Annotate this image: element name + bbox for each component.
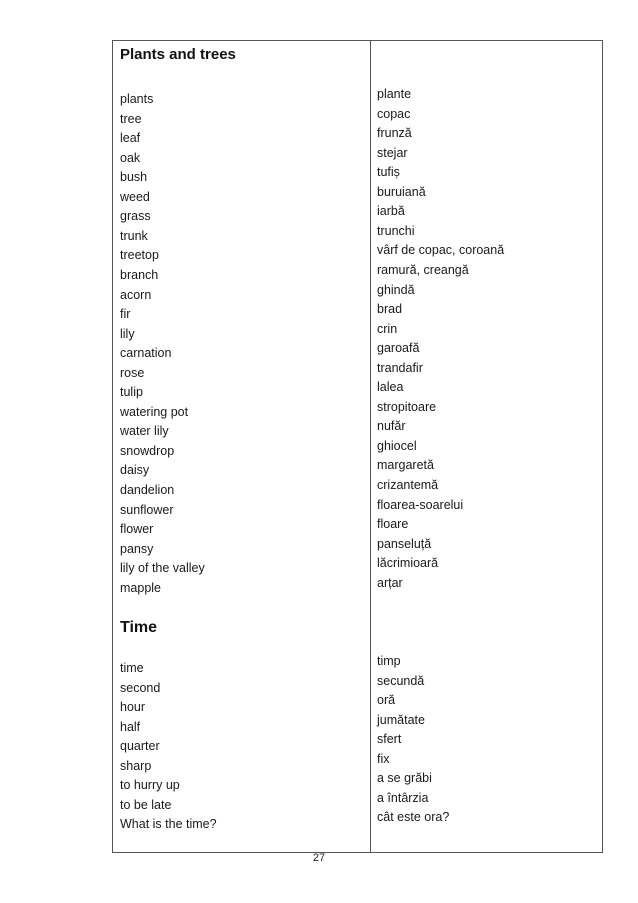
plants-english-word-5: weed [120, 189, 150, 204]
plants-english-word-22: flower [120, 522, 154, 537]
plants-english-word-15: tulip [120, 385, 143, 400]
plants-romanian-word-22: floare [377, 517, 409, 532]
plants-romanian-word-16: stropitoare [377, 399, 437, 414]
plants-romanian-word-5: buruiană [377, 184, 426, 199]
time-romanian-word-5: fix [377, 751, 390, 766]
plants-romanian-word-1: copac [377, 106, 411, 121]
plants-romanian-word-2: frunză [377, 126, 412, 141]
plants-romanian-word-9: ramură, creangă [377, 262, 469, 277]
time-romanian-word-4: sfert [377, 732, 402, 746]
plants-english-word-21: sunflower [120, 502, 174, 517]
time-english-word-6: to hurry up [120, 778, 180, 792]
plants-english-word-2: leaf [120, 131, 141, 146]
plants-english-word-10: acorn [120, 287, 152, 302]
plants-romanian-word-4: tufiș [377, 165, 400, 180]
plants-english-word-20: dandelion [120, 483, 175, 497]
plants-english-word-7: trunk [120, 228, 148, 243]
plants-romanian-word-13: garoafă [377, 341, 420, 356]
time-english-word-1: second [120, 680, 161, 695]
time-english-word-0: time [120, 661, 144, 675]
plants-english-word-4: bush [120, 170, 148, 185]
plants-english-word-16: watering pot [120, 404, 189, 419]
plants-romanian-word-6: iarbă [377, 204, 405, 219]
plants-romanian-word-21: floarea-soarelui [377, 497, 464, 512]
section-title-plants: Plants and trees [120, 46, 236, 63]
plants-romanian-word-11: brad [377, 302, 403, 317]
plants-english-word-13: carnation [120, 346, 172, 361]
column-divider [370, 41, 371, 852]
plants-romanian-word-7: trunchi [377, 223, 415, 238]
section-title-time: Time [120, 619, 158, 636]
time-romanian-word-3: jumătate [377, 712, 425, 727]
plants-romanian-word-25: arțar [377, 575, 403, 590]
plants-english-word-3: oak [120, 150, 141, 165]
time-romanian-word-2: oră [377, 693, 396, 707]
plants-english-word-25: mapple [120, 580, 161, 595]
plants-english-word-8: treetop [120, 248, 159, 263]
plants-english-word-9: branch [120, 267, 159, 282]
time-romanian-word-1: secundă [377, 673, 425, 688]
plants-english-word-12: lily [120, 326, 135, 341]
time-english-word-5: sharp [120, 758, 152, 773]
time-romanian-word-7: a întârzia [377, 790, 429, 805]
plants-english-word-1: tree [120, 111, 142, 126]
plants-romanian-word-14: trandafir [377, 360, 423, 375]
vocabulary-table [112, 40, 603, 853]
plants-romanian-word-3: stejar [377, 145, 408, 160]
plants-romanian-word-19: margaretă [377, 458, 434, 473]
plants-romanian-word-24: lăcrimioară [377, 556, 439, 571]
plants-english-word-17: water lily [120, 424, 169, 439]
plants-english-word-0: plants [120, 92, 154, 106]
plants-romanian-word-15: lalea [377, 380, 404, 395]
time-romanian-word-0: timp [377, 654, 401, 668]
plants-romanian-word-20: crizantemă [377, 478, 439, 492]
plants-romanian-word-12: crin [377, 321, 398, 336]
plants-english-word-24: lily of the valley [120, 561, 205, 576]
plants-english-word-6: grass [120, 209, 151, 224]
plants-romanian-word-10: ghindă [377, 282, 415, 297]
plants-english-word-14: rose [120, 365, 145, 380]
plants-english-word-18: snowdrop [120, 443, 175, 458]
plants-romanian-word-23: panseluță [377, 536, 432, 551]
plants-romanian-word-0: plante [377, 87, 412, 101]
plants-english-word-11: fir [120, 307, 131, 322]
plants-romanian-word-17: nufăr [377, 419, 406, 434]
plants-english-word-19: daisy [120, 463, 150, 478]
time-english-word-7: to be late [120, 797, 172, 812]
time-english-word-8: What is the time? [120, 817, 217, 831]
page-number: 27 [312, 852, 326, 864]
plants-romanian-word-8: vârf de copac, coroană [377, 243, 505, 258]
time-english-word-3: half [120, 719, 141, 734]
time-romanian-word-8: cât este ora? [377, 810, 450, 824]
time-english-word-4: quarter [120, 739, 160, 753]
time-romanian-word-6: a se grăbi [377, 771, 432, 785]
plants-english-word-23: pansy [120, 541, 154, 556]
plants-romanian-word-18: ghiocel [377, 438, 417, 453]
time-english-word-2: hour [120, 700, 146, 714]
